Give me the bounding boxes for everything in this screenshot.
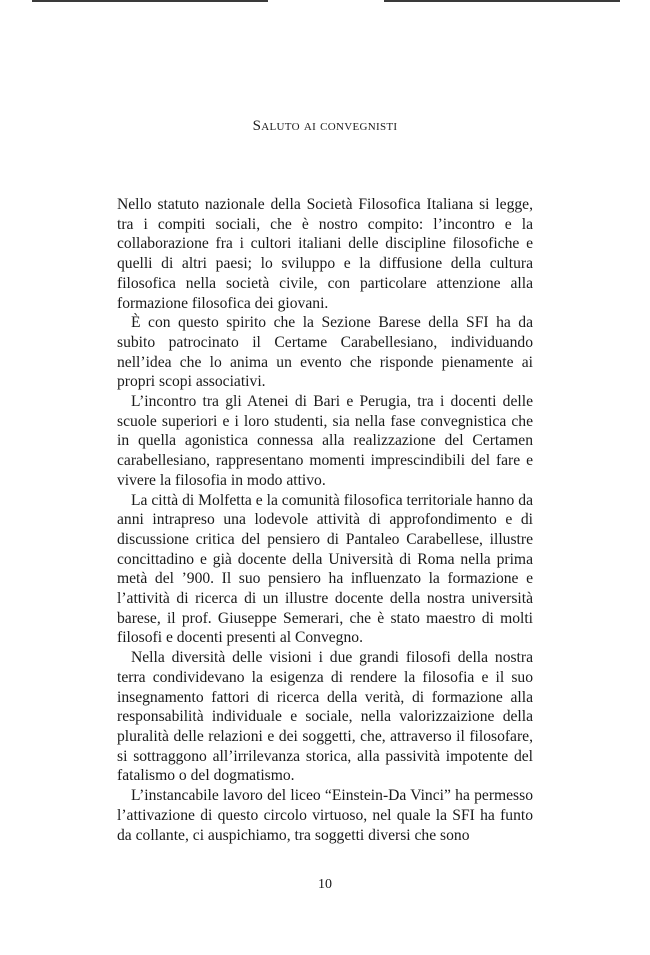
page-number: 10	[318, 877, 332, 892]
body-text	[117, 195, 533, 845]
chapter-heading: Saluto ai convegnisti	[252, 118, 398, 134]
paragraph: Nello statuto nazionale della Società Filosofica Italiana si legge, tra i compiti sociali, che è nostro compito: l’incontro e la collaborazione fra i cultori italiani delle discipline filosofiche e quelli di altri paesi; lo sviluppo e la diffusione della cultura filosofica nella società civile, con particolare attenzione alla formazione filosofica dei giovani.	[117, 196, 533, 312]
top-rule-right	[384, 0, 620, 2]
top-rule-left	[32, 0, 268, 2]
paragraph: Nella diversità delle visioni i due grandi filosofi della nostra terra condividevano la esigenza di rendere la filosofia e il suo insegnamento fattori di ricerca della verità, di formazione alla responsabilità individuale e sociale, nella valorizzaizione della pluralità delle relazioni e dei soggetti, che, attraverso il filosofare, si sottraggono all’irrilevanza storica, alla passività impotente del fatalismo o del dogmatismo.	[117, 649, 533, 785]
paragraph: L’incontro tra gli Atenei di Bari e Perugia, tra i docenti delle scuole superiori e i loro studenti, sia nella fase convegnistica che in quella agonistica connessa alla realizzazione del Certamen carabellesiano, rappresentano momenti imprescindibili del fare e vivere la filosofia in modo attivo.	[117, 393, 533, 489]
paragraph: È con questo spirito che la Sezione Barese della SFI ha da subito patrocinato il Certame Carabellesiano, individuando nell’idea che lo anima un evento che risponde pienamente ai propri scopi associativi.	[117, 314, 533, 391]
paragraph: La città di Molfetta e la comunità filosofica territoriale hanno da anni intrapreso una lodevole attività di approfondimento e di discussione critica del pensiero di Pantaleo Carabellese, illustre concittadino e già docente della Università di Roma nella prima metà del ’900. Il suo pensiero ha influenzato la formazione e l’attività di ricerca di un illustre docente della nostra università barese, il prof. Giuseppe Semerari, che è stato maestro di molti filosofi e docenti presenti al Convegno.	[117, 491, 533, 647]
paragraph: L’instancabile lavoro del liceo “Einstein-Da Vinci” ha permesso l’attivazione di questo circolo virtuoso, nel quale la SFI ha funto da collante, ci auspichiamo, tra soggetti diversi che sono	[117, 787, 533, 844]
